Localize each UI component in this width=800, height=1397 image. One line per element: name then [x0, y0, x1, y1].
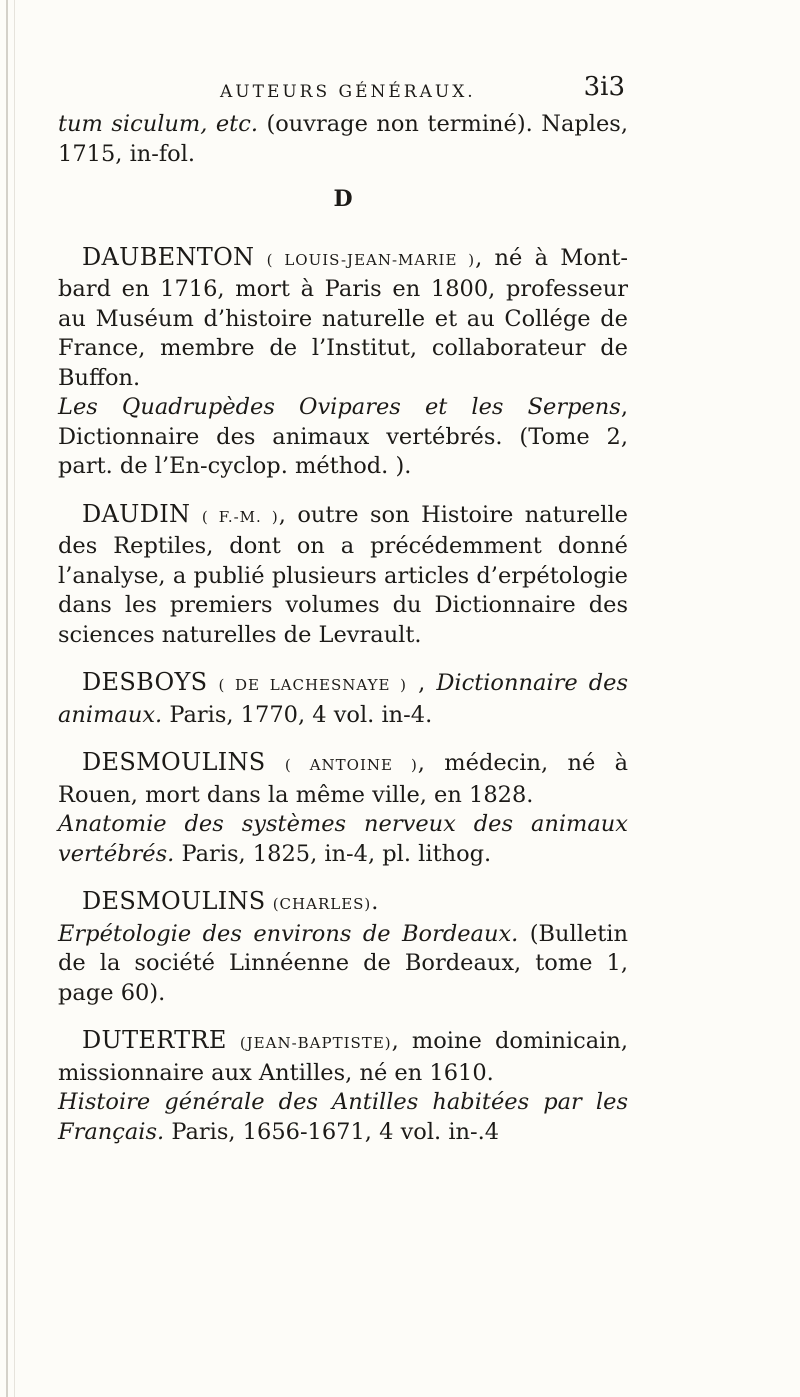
author-bio: , moine dominicain, missionnaire aux Antilles, né en 1610. — [58, 1028, 628, 1086]
entry-daudin — [58, 500, 628, 651]
entry-desmoulins-antoine-work — [58, 810, 628, 869]
section-letter: D — [333, 186, 353, 212]
running-head — [60, 62, 625, 102]
work-details: Paris, 1825, in-4, pl. lithog. — [174, 840, 492, 867]
author-name: DESMOULINS — [82, 748, 266, 776]
author-name: DESBOYS — [82, 668, 208, 696]
page-number: 3i3 — [583, 72, 625, 102]
author-forename: ( DE LACHESNAYE ) — [218, 676, 408, 694]
author-name: DAUBENTON — [82, 242, 255, 271]
work-title: Les Quadrupèdes Ovipares et les Serpens — [58, 394, 621, 420]
work-title: Anatomie des systèmes nerveux des animaux vertébrés. — [58, 811, 628, 867]
author-name: DUTERTRE — [82, 1026, 227, 1054]
entry-daubenton — [58, 243, 628, 394]
author-forename: ( ANTOINE ) — [284, 756, 418, 774]
work-details: , Dictionnaire des animaux vertébrés. (Tome 2, part. de l’En-cyclop. méthod. ). — [58, 394, 628, 479]
author-forename: (JEAN-BAPTISTE) — [239, 1034, 392, 1052]
work-title: Histoire générale des Antilles habitées par les Français. — [58, 1089, 628, 1145]
entry-dutertre-work — [58, 1088, 628, 1147]
entry-desboys — [58, 668, 628, 730]
work-title: Dictionnaire des animaux. — [58, 670, 628, 728]
page-edge-shadow — [6, 0, 8, 1397]
intro-rest: (ouvrage non terminé). Naples, 1715, in-fol. — [58, 111, 628, 167]
running-title: AUTEURS GÉNÉRAUX. — [220, 82, 476, 102]
author-separator: , — [407, 670, 437, 696]
page-body — [58, 110, 628, 1147]
author-forename: ( LOUIS-JEAN-MARIE ) — [266, 250, 476, 269]
work-details: (Bulletin de la société Linnéenne de Bordeaux, tome 1, page 60). — [58, 920, 628, 1006]
entry-dutertre — [58, 1026, 628, 1088]
author-bio: , né à Mont-bard en 1716, mort à Paris en 1800, professeur au Muséum d’histoire naturelle et au Collége de France, membre de l’Institut, collaborateur de Buffon. — [58, 244, 629, 391]
entry-desmoulins-charles-work — [58, 920, 628, 1009]
intro-paragraph — [58, 110, 628, 169]
work-details: Paris, 1656-1671, 4 vol. in-.4 — [164, 1118, 500, 1145]
author-bio: , médecin, né à Rouen, mort dans la même ville, en 1828. — [58, 750, 629, 808]
entry-desmoulins-charles — [58, 887, 628, 920]
intro-title-end: tum siculum, etc. — [58, 111, 258, 137]
entry-desmoulins-antoine — [58, 748, 628, 810]
author-forename: (CHARLES) — [272, 895, 372, 913]
work-details: Paris, 1770, 4 vol. in-4. — [162, 701, 433, 728]
author-name: DESMOULINS — [82, 887, 266, 915]
author-bio: . — [371, 889, 379, 915]
author-name: DAUDIN — [82, 499, 191, 528]
entry-daubenton-work — [58, 393, 628, 482]
author-forename: ( F.-M. ) — [201, 507, 279, 526]
page-edge-shadow-inner — [14, 0, 15, 1397]
author-bio: , outre son Histoire naturelle des Reptiles, dont on a précédemment donné l’analyse, a publié plusieurs articles d’erpétologie dans les premiers volumes du Dictionnaire des sciences naturelles de Levrault. — [58, 501, 628, 648]
work-title: Erpétologie des environs de Bordeaux. — [58, 920, 519, 947]
